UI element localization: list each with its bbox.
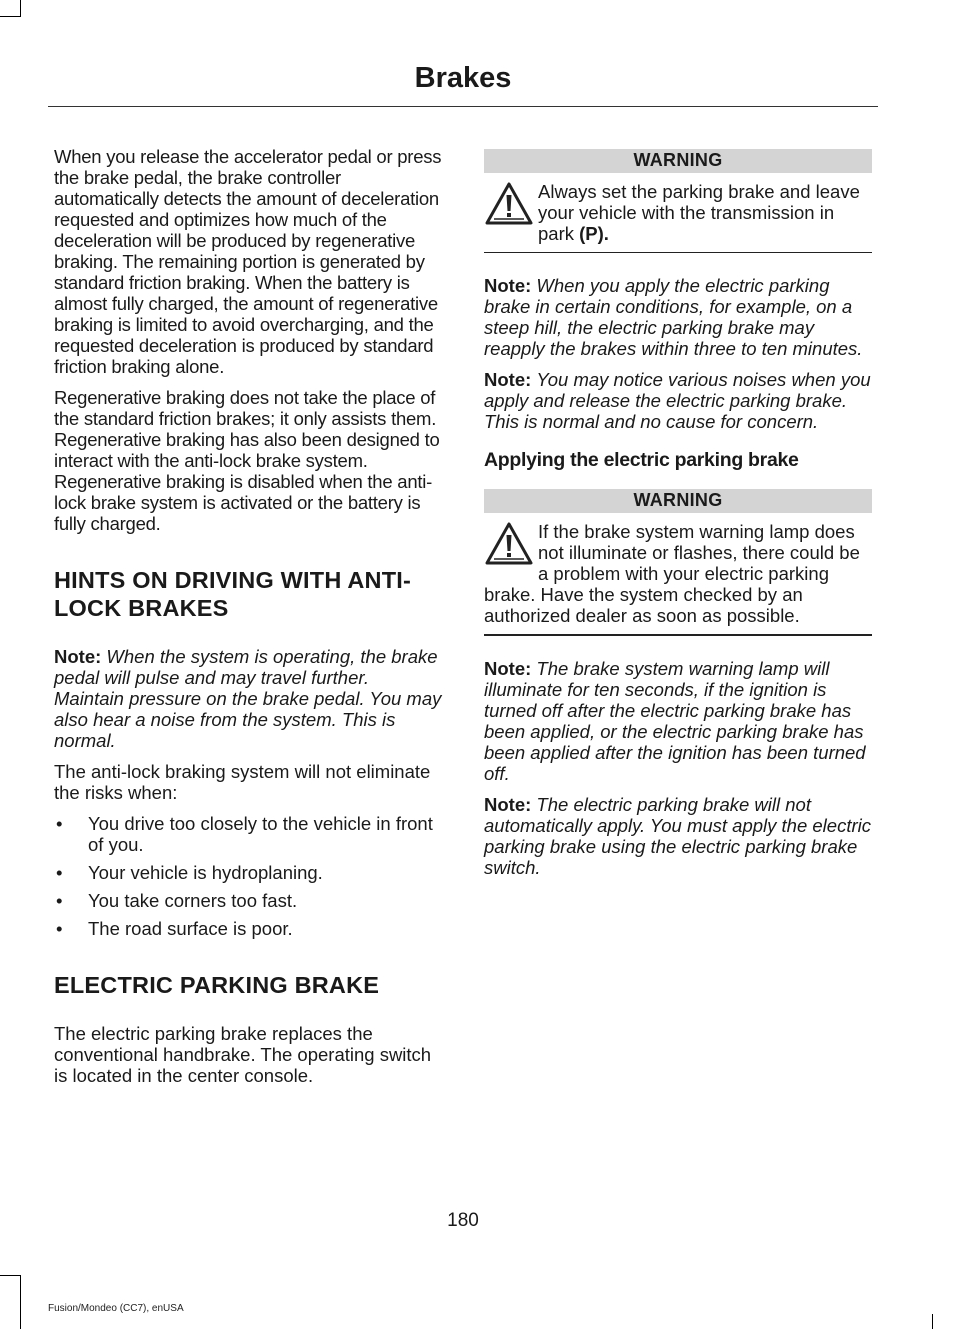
bullet-marker: • xyxy=(56,918,63,939)
crop-mark xyxy=(0,1275,20,1276)
bullet-marker: • xyxy=(56,890,63,911)
right-column xyxy=(484,149,872,888)
note xyxy=(484,369,872,432)
body-paragraph: Regenerative braking does not take the place of the standard friction brakes; it only assists them. Regenerative braking has also been designed to interact with the anti-lock brake system. Regenerative braking is disabled when the anti-lock brake system is activated or the battery is fully charged. xyxy=(54,387,440,534)
note xyxy=(484,794,872,878)
warning-header: WARNING xyxy=(484,149,872,173)
warning-text: If the brake system warning lamp does not illuminate or flashes, there could be a problem with your electric parking brake. Have the system checked by an authorized dealer as soon as possible. xyxy=(484,521,860,626)
warning-box xyxy=(484,489,872,636)
body-paragraph: When you release the accelerator pedal or press the brake pedal, the brake controller automatically detects the amount of deceleration requested and optimizes how much of the deceleration will be produced by regenerative braking. The remaining portion is generated by standard friction braking. When the battery is almost fully charged, the amount of regenerative braking is limited to avoid overcharging, and the requested deceleration is produced by standard friction braking alone. xyxy=(54,146,442,377)
note-text: When the system is operating, the brake pedal will pulse and may travel further. Maintain pressure on the brake pedal. You may also hear a noise from the system. This is normal. xyxy=(54,646,442,751)
bullet-marker: • xyxy=(56,813,63,834)
list-item xyxy=(54,918,444,939)
warning-triangle-icon xyxy=(484,521,534,567)
warning-triangle-icon xyxy=(484,181,534,227)
list-item-text: You take corners too fast. xyxy=(88,890,298,911)
page-title: Brakes xyxy=(414,62,512,94)
list-item-text: The road surface is poor. xyxy=(88,918,293,939)
note-label: Note: xyxy=(54,646,102,667)
list-item xyxy=(54,813,444,855)
note xyxy=(484,658,872,784)
warning-header: WARNING xyxy=(484,489,872,513)
note-text: You may notice various noises when you apply and release the electric parking brake. This is normal and no cause for concern. xyxy=(484,369,871,432)
warning-box xyxy=(484,149,872,253)
body-paragraph: The electric parking brake replaces the conventional handbrake. The operating switch is located in the center console. xyxy=(54,1023,432,1086)
left-column xyxy=(54,146,444,1096)
subsection-heading: Applying the electric parking brake xyxy=(484,449,799,471)
bullet-marker: • xyxy=(56,862,63,883)
list-item-text: Your vehicle is hydroplaning. xyxy=(88,862,323,883)
document-id: Fusion/Mondeo (CC7), enUSA xyxy=(48,1303,184,1314)
bullet-list xyxy=(54,813,444,939)
warning-body xyxy=(484,181,872,253)
note-text: The brake system warning lamp will illuminate for ten seconds, if the ignition is turned off after the electric parking brake has been applied, or the electric parking brake has been applied after the ignition has been turned off. xyxy=(484,658,866,784)
note xyxy=(54,646,444,751)
title-divider xyxy=(48,106,878,107)
page-number: 180 xyxy=(447,1210,479,1231)
crop-mark xyxy=(20,0,21,17)
body-paragraph: The anti-lock braking system will not eliminate the risks when: xyxy=(54,761,431,803)
list-item xyxy=(54,862,444,883)
note-label: Note: xyxy=(484,275,532,296)
note-label: Note: xyxy=(484,794,532,815)
section-heading: HINTS ON DRIVING WITH ANTI-LOCK BRAKES xyxy=(54,567,412,621)
section-heading: ELECTRIC PARKING BRAKE xyxy=(54,972,380,998)
warning-body xyxy=(484,521,872,636)
warning-text: Always set the parking brake and leave your vehicle with the transmission in park xyxy=(538,181,860,244)
crop-mark xyxy=(932,1314,933,1329)
crop-mark xyxy=(20,1275,21,1329)
note-label: Note: xyxy=(484,369,532,390)
note-text: The electric parking brake will not automatically apply. You must apply the electric parking brake using the electric parking brake switch. xyxy=(484,794,871,878)
note xyxy=(484,275,872,359)
note-text: When you apply the electric parking brake in certain conditions, for example, on a steep hill, the electric parking brake may reapply the brakes within three to ten minutes. xyxy=(484,275,863,359)
list-item xyxy=(54,890,444,911)
list-item-text: You drive too closely to the vehicle in front of you. xyxy=(88,813,433,855)
note-label: Note: xyxy=(484,658,532,679)
crop-mark xyxy=(0,16,20,17)
warning-text-bold: (P). xyxy=(579,223,609,244)
